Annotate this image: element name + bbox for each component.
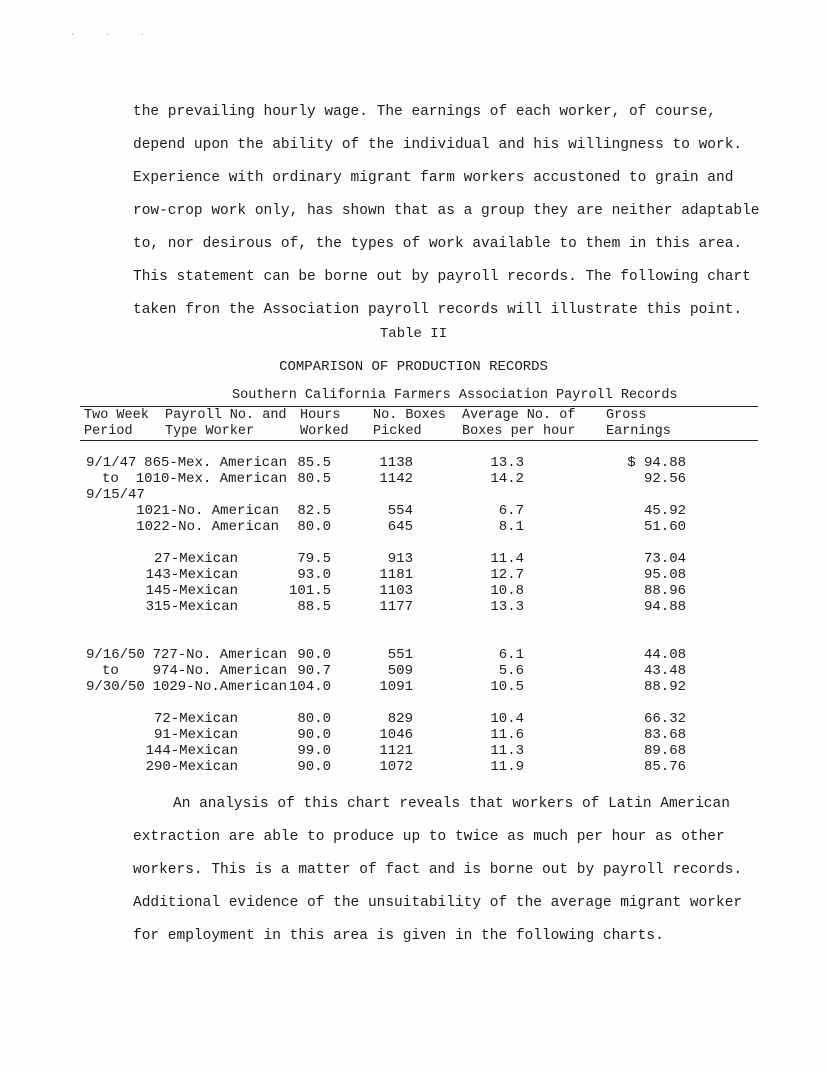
hours-cell: 90.0 xyxy=(297,647,331,663)
average-cell: 6.7 xyxy=(498,503,524,519)
worker-cell: 143-Mexican xyxy=(145,567,238,583)
boxes-cell: 551 xyxy=(387,647,413,663)
text-line: depend upon the ability of the individual and his willingness to work. xyxy=(133,137,743,153)
average-cell: 10.5 xyxy=(490,679,524,695)
period-label: to xyxy=(102,663,119,679)
worker-cell: 727-No. American xyxy=(152,647,287,663)
header-period: Two Week Period xyxy=(84,408,149,439)
gross-cell: 51.60 xyxy=(643,519,686,535)
period-label: 9/15/47 xyxy=(86,487,145,503)
table-heading: COMPARISON OF PRODUCTION RECORDS xyxy=(279,359,548,375)
text-line: row-crop work only, has shown that as a group they are neither adaptable xyxy=(133,203,760,219)
gross-cell: 44.08 xyxy=(643,647,686,663)
hours-cell: 90.0 xyxy=(297,759,331,775)
gross-cell: 95.08 xyxy=(643,567,686,583)
boxes-cell: 1177 xyxy=(379,599,413,615)
average-cell: 13.3 xyxy=(490,455,524,471)
worker-cell: 315-Mexican xyxy=(145,599,238,615)
bottom-paragraph xyxy=(133,788,753,953)
boxes-cell: 554 xyxy=(387,503,413,519)
header-gross: Gross Earnings xyxy=(606,408,671,439)
average-cell: 5.6 xyxy=(498,663,524,679)
worker-cell: 290-Mexican xyxy=(145,759,238,775)
boxes-cell: 645 xyxy=(387,519,413,535)
hours-cell: 90.7 xyxy=(297,663,331,679)
gross-cell: 43.48 xyxy=(643,663,686,679)
table-title: Table II xyxy=(379,326,448,342)
boxes-cell: 1181 xyxy=(379,567,413,583)
header-payroll: Payroll No. and Type Worker xyxy=(165,408,287,439)
hours-cell: 88.5 xyxy=(297,599,331,615)
average-cell: 13.3 xyxy=(490,599,524,615)
table-subheading: Southern California Farmers Association Payroll Records xyxy=(232,388,678,403)
boxes-cell: 829 xyxy=(387,711,413,727)
boxes-cell: 1046 xyxy=(379,727,413,743)
text-line: extraction are able to produce up to twice as much per hour as other xyxy=(133,829,725,845)
gross-cell: 66.32 xyxy=(643,711,686,727)
text-line: the prevailing hourly wage. The earnings of each worker, of course, xyxy=(133,104,716,120)
period-label: 9/30/50 xyxy=(86,679,145,695)
hours-cell: 80.0 xyxy=(297,519,331,535)
hours-cell: 99.0 xyxy=(297,743,331,759)
worker-cell: 1021-No. American xyxy=(136,503,279,519)
text-line: An analysis of this chart reveals that workers of Latin American xyxy=(173,796,730,812)
header-boxes: No. Boxes Picked xyxy=(373,408,446,439)
hours-cell: 90.0 xyxy=(297,727,331,743)
worker-cell: 1029-No.American xyxy=(152,679,287,695)
gross-cell: 83.68 xyxy=(643,727,686,743)
gross-cell: 45.92 xyxy=(643,503,686,519)
gross-cell: $ 94.88 xyxy=(627,455,686,471)
gross-cell: 88.96 xyxy=(643,583,686,599)
average-cell: 14.2 xyxy=(490,471,524,487)
worker-cell: 27-Mexican xyxy=(153,551,238,567)
top-paragraph xyxy=(133,96,760,327)
hours-cell: 79.5 xyxy=(297,551,331,567)
header-hours: Hours Worked xyxy=(300,408,349,439)
average-cell: 11.4 xyxy=(490,551,524,567)
gross-cell: 88.92 xyxy=(643,679,686,695)
worker-cell: 72-Mexican xyxy=(153,711,238,727)
hours-cell: 82.5 xyxy=(297,503,331,519)
text-line: This statement can be borne out by payroll records. The following chart xyxy=(133,269,751,285)
table-top-rule xyxy=(80,406,758,407)
boxes-cell: 1121 xyxy=(379,743,413,759)
boxes-cell: 1142 xyxy=(379,471,413,487)
average-cell: 11.9 xyxy=(490,759,524,775)
period-label: to xyxy=(102,471,119,487)
worker-cell: 1022-No. American xyxy=(136,519,279,535)
worker-cell: 865-Mex. American xyxy=(144,455,287,471)
period-label: 9/1/47 xyxy=(86,455,137,471)
average-cell: 12.7 xyxy=(490,567,524,583)
boxes-cell: 1103 xyxy=(379,583,413,599)
text-line: for employment in this area is given in the following charts. xyxy=(133,928,664,944)
average-cell: 11.6 xyxy=(490,727,524,743)
text-line: taken fron the Association payroll records will illustrate this point. xyxy=(133,302,743,318)
hours-cell: 85.5 xyxy=(297,455,331,471)
boxes-cell: 913 xyxy=(387,551,413,567)
average-cell: 10.4 xyxy=(490,711,524,727)
table-header-rule xyxy=(80,440,758,441)
text-line: Additional evidence of the unsuitability of the average migrant worker xyxy=(133,895,743,911)
gross-cell: 85.76 xyxy=(643,759,686,775)
paper-specks: · · · xyxy=(70,30,158,40)
boxes-cell: 1091 xyxy=(379,679,413,695)
text-line: to, nor desirous of, the types of work available to them in this area. xyxy=(133,236,743,252)
worker-cell: 91-Mexican xyxy=(153,727,238,743)
average-cell: 6.1 xyxy=(498,647,524,663)
worker-cell: 1010-Mex. American xyxy=(135,471,287,487)
hours-cell: 80.5 xyxy=(297,471,331,487)
boxes-cell: 1138 xyxy=(379,455,413,471)
boxes-cell: 509 xyxy=(387,663,413,679)
gross-cell: 73.04 xyxy=(643,551,686,567)
gross-cell: 92.56 xyxy=(643,471,686,487)
gross-cell: 94.88 xyxy=(643,599,686,615)
period-label: 9/16/50 xyxy=(86,647,145,663)
text-line: workers. This is a matter of fact and is borne out by payroll records. xyxy=(133,862,743,878)
text-line: Experience with ordinary migrant farm workers accustoned to grain and xyxy=(133,170,734,186)
boxes-cell: 1072 xyxy=(379,759,413,775)
header-average: Average No. of Boxes per hour xyxy=(462,408,576,439)
worker-cell: 974-No. American xyxy=(152,663,287,679)
worker-cell: 145-Mexican xyxy=(145,583,238,599)
average-cell: 8.1 xyxy=(498,519,524,535)
worker-cell: 144-Mexican xyxy=(145,743,238,759)
average-cell: 11.3 xyxy=(490,743,524,759)
hours-cell: 93.0 xyxy=(297,567,331,583)
gross-cell: 89.68 xyxy=(643,743,686,759)
hours-cell: 80.0 xyxy=(297,711,331,727)
average-cell: 10.8 xyxy=(490,583,524,599)
hours-cell: 104.0 xyxy=(288,679,331,695)
hours-cell: 101.5 xyxy=(288,583,331,599)
